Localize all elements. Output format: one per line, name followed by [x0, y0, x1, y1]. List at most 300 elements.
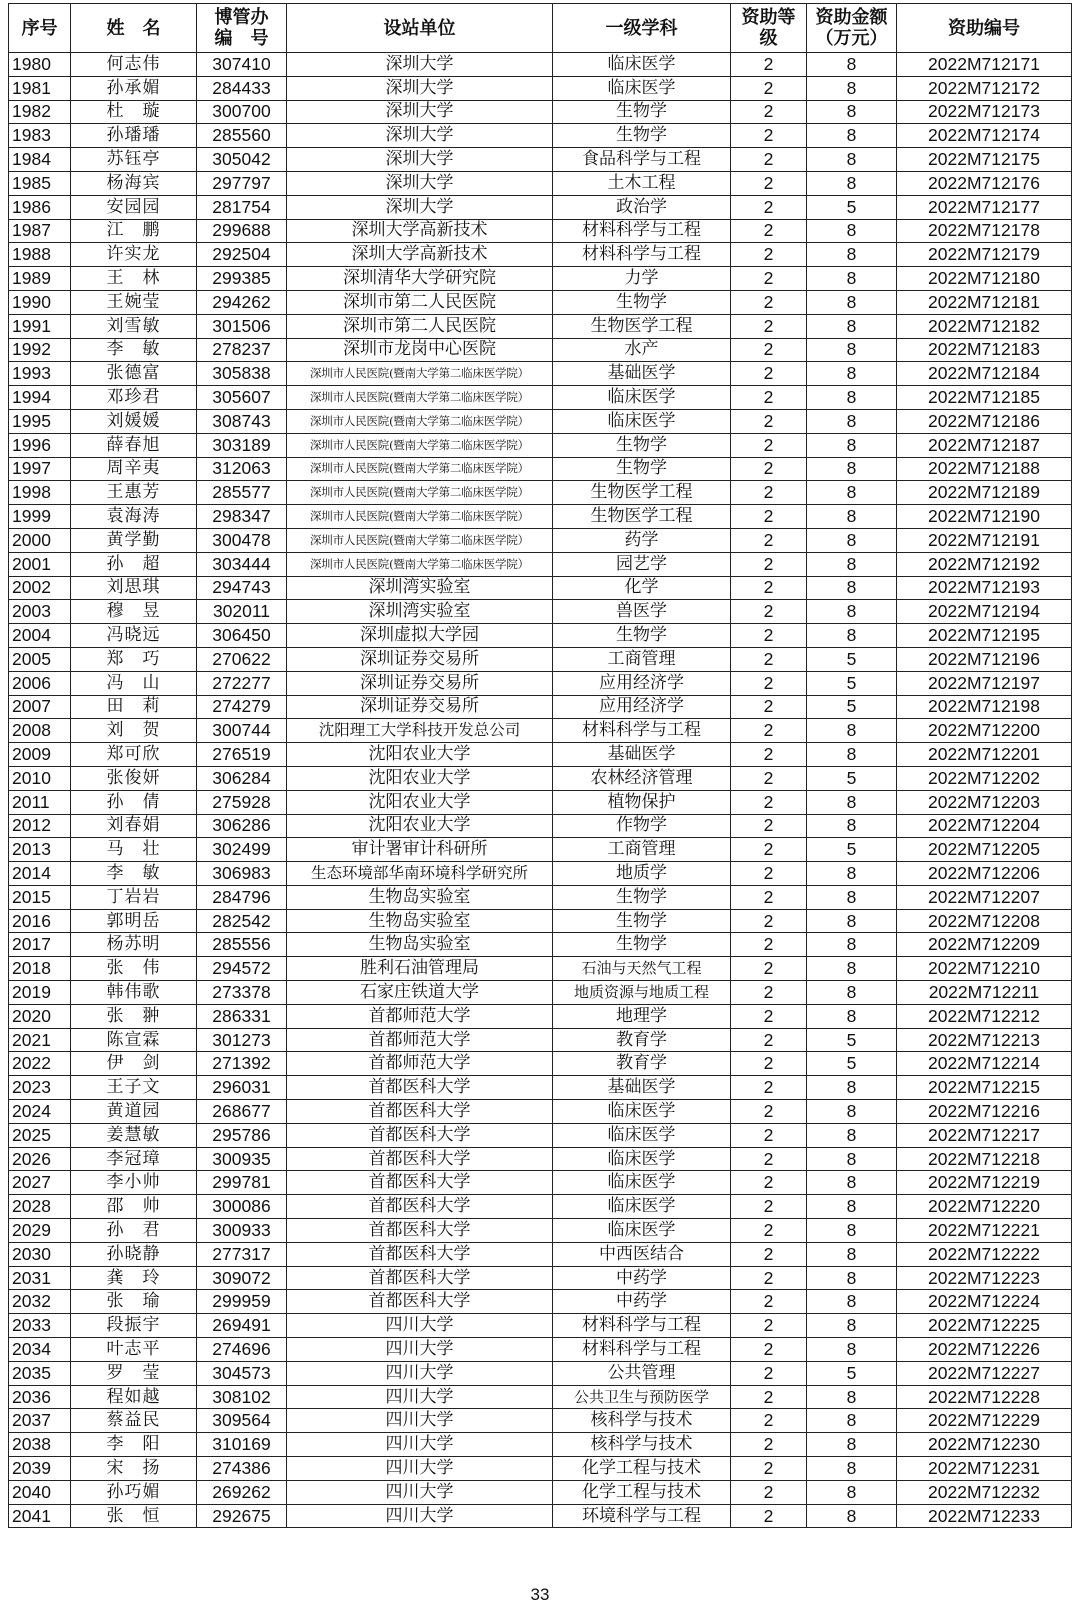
- cell-amount: 8: [807, 909, 897, 933]
- cell-code: 2022M712206: [897, 862, 1072, 886]
- table-row: [9, 1314, 1072, 1338]
- cell-name: 袁海涛: [71, 505, 197, 529]
- cell-amount: 5: [807, 195, 897, 219]
- cell-name: 孙 君: [71, 1219, 197, 1243]
- cell-subject: 石油与天然气工程: [553, 957, 731, 981]
- cell-amount: 5: [807, 1052, 897, 1076]
- cell-amount: 5: [807, 1028, 897, 1052]
- header-office-number: [197, 4, 287, 53]
- cell-subject: 基础医学: [553, 1076, 731, 1100]
- cell-code: 2022M712216: [897, 1100, 1072, 1124]
- cell-name: 罗 莹: [71, 1361, 197, 1385]
- cell-subject: 临床医学: [553, 1219, 731, 1243]
- cell-name: 黄道园: [71, 1100, 197, 1124]
- cell-level: 2: [731, 909, 807, 933]
- cell-subject: 力学: [553, 267, 731, 291]
- cell-seq: 1982: [9, 100, 71, 124]
- cell-level: 2: [731, 148, 807, 172]
- header-level: [731, 4, 807, 53]
- cell-level: 2: [731, 790, 807, 814]
- cell-unit: 深圳大学: [287, 124, 553, 148]
- cell-office-number: 284433: [197, 76, 287, 100]
- cell-seq: 2018: [9, 957, 71, 981]
- cell-amount: 8: [807, 624, 897, 648]
- cell-amount: 8: [807, 743, 897, 767]
- cell-subject: 工商管理: [553, 647, 731, 671]
- cell-seq: 1999: [9, 505, 71, 529]
- table-row: [9, 647, 1072, 671]
- cell-code: 2022M712205: [897, 838, 1072, 862]
- cell-code: 2022M712225: [897, 1314, 1072, 1338]
- cell-unit: 首都医科大学: [287, 1147, 553, 1171]
- cell-name: 孙巧媚: [71, 1480, 197, 1504]
- table-row: [9, 1385, 1072, 1409]
- cell-office-number: 298347: [197, 505, 287, 529]
- header-subject: 一级学科: [553, 4, 731, 53]
- cell-unit: 首都师范大学: [287, 1004, 553, 1028]
- cell-seq: 2041: [9, 1504, 71, 1528]
- cell-unit: 生物岛实验室: [287, 909, 553, 933]
- cell-name: 邵 帅: [71, 1195, 197, 1219]
- cell-subject: 临床医学: [553, 409, 731, 433]
- cell-name: 何志伟: [71, 53, 197, 77]
- cell-seq: 2006: [9, 671, 71, 695]
- cell-subject: 材料科学与工程: [553, 1314, 731, 1338]
- cell-seq: 1994: [9, 386, 71, 410]
- cell-seq: 2025: [9, 1123, 71, 1147]
- cell-office-number: 299959: [197, 1290, 287, 1314]
- cell-office-number: 269262: [197, 1480, 287, 1504]
- cell-name: 冯晓远: [71, 624, 197, 648]
- cell-name: 张 翀: [71, 1004, 197, 1028]
- cell-code: 2022M712180: [897, 267, 1072, 291]
- cell-level: 2: [731, 1100, 807, 1124]
- cell-amount: 8: [807, 1314, 897, 1338]
- cell-level: 2: [731, 219, 807, 243]
- cell-office-number: 302011: [197, 600, 287, 624]
- cell-seq: 2027: [9, 1171, 71, 1195]
- cell-seq: 2020: [9, 1004, 71, 1028]
- cell-unit: 胜利石油管理局: [287, 957, 553, 981]
- cell-unit: 深圳市人民医院(暨南大学第二临床医学院）: [287, 505, 553, 529]
- cell-level: 2: [731, 528, 807, 552]
- cell-subject: 兽医学: [553, 600, 731, 624]
- cell-seq: 2019: [9, 981, 71, 1005]
- cell-code: 2022M712192: [897, 552, 1072, 576]
- table-row: [9, 1052, 1072, 1076]
- cell-unit: 沈阳农业大学: [287, 743, 553, 767]
- cell-unit: 沈阳农业大学: [287, 790, 553, 814]
- cell-amount: 8: [807, 53, 897, 77]
- cell-code: 2022M712198: [897, 695, 1072, 719]
- cell-level: 2: [731, 362, 807, 386]
- cell-level: 2: [731, 1385, 807, 1409]
- cell-office-number: 306983: [197, 862, 287, 886]
- cell-office-number: 294262: [197, 290, 287, 314]
- cell-level: 2: [731, 76, 807, 100]
- cell-amount: 8: [807, 1219, 897, 1243]
- cell-unit: 沈阳农业大学: [287, 814, 553, 838]
- cell-unit: 深圳大学: [287, 100, 553, 124]
- cell-office-number: 309564: [197, 1409, 287, 1433]
- cell-code: 2022M712189: [897, 481, 1072, 505]
- cell-subject: 教育学: [553, 1028, 731, 1052]
- cell-code: 2022M712212: [897, 1004, 1072, 1028]
- cell-name: 王惠芳: [71, 481, 197, 505]
- cell-subject: 作物学: [553, 814, 731, 838]
- cell-amount: 8: [807, 290, 897, 314]
- cell-office-number: 308743: [197, 409, 287, 433]
- cell-name: 安园园: [71, 195, 197, 219]
- cell-amount: 5: [807, 671, 897, 695]
- cell-unit: 深圳虚拟大学园: [287, 624, 553, 648]
- table-row: [9, 981, 1072, 1005]
- table-row: [9, 671, 1072, 695]
- cell-unit: 首都医科大学: [287, 1195, 553, 1219]
- cell-amount: 8: [807, 148, 897, 172]
- cell-amount: 5: [807, 695, 897, 719]
- cell-subject: 生物学: [553, 885, 731, 909]
- cell-amount: 8: [807, 790, 897, 814]
- cell-office-number: 285556: [197, 933, 287, 957]
- cell-amount: 8: [807, 481, 897, 505]
- table-row: [9, 219, 1072, 243]
- cell-office-number: 309072: [197, 1266, 287, 1290]
- cell-seq: 2001: [9, 552, 71, 576]
- cell-name: 陈宣霖: [71, 1028, 197, 1052]
- cell-name: 穆 昱: [71, 600, 197, 624]
- cell-code: 2022M712182: [897, 314, 1072, 338]
- cell-level: 2: [731, 885, 807, 909]
- cell-amount: 8: [807, 528, 897, 552]
- cell-code: 2022M712179: [897, 243, 1072, 267]
- table-header: [9, 4, 1072, 53]
- header-row: [9, 4, 1072, 53]
- page-number: 33: [530, 1585, 550, 1604]
- cell-name: 杨海宾: [71, 171, 197, 195]
- cell-code: 2022M712217: [897, 1123, 1072, 1147]
- cell-amount: 8: [807, 1147, 897, 1171]
- cell-unit: 深圳湾实验室: [287, 600, 553, 624]
- cell-code: 2022M712177: [897, 195, 1072, 219]
- cell-office-number: 302499: [197, 838, 287, 862]
- header-amount-line1: 资助金额: [815, 7, 888, 28]
- cell-unit: 深圳大学高新技术: [287, 219, 553, 243]
- cell-office-number: 286331: [197, 1004, 287, 1028]
- table-row: [9, 838, 1072, 862]
- cell-name: 宋 扬: [71, 1457, 197, 1481]
- cell-seq: 2013: [9, 838, 71, 862]
- header-level-line2: 级: [759, 28, 778, 49]
- cell-unit: 深圳证券交易所: [287, 695, 553, 719]
- cell-code: 2022M712174: [897, 124, 1072, 148]
- cell-level: 2: [731, 457, 807, 481]
- cell-amount: 8: [807, 885, 897, 909]
- cell-seq: 2005: [9, 647, 71, 671]
- cell-seq: 2002: [9, 576, 71, 600]
- cell-name: 郑可欣: [71, 743, 197, 767]
- cell-office-number: 294743: [197, 576, 287, 600]
- cell-code: 2022M712224: [897, 1290, 1072, 1314]
- cell-code: 2022M712191: [897, 528, 1072, 552]
- cell-name: 苏钰亭: [71, 148, 197, 172]
- cell-subject: 基础医学: [553, 743, 731, 767]
- cell-code: 2022M712204: [897, 814, 1072, 838]
- cell-unit: 深圳湾实验室: [287, 576, 553, 600]
- cell-name: 马 壮: [71, 838, 197, 862]
- cell-name: 王婉莹: [71, 290, 197, 314]
- cell-unit: 四川大学: [287, 1385, 553, 1409]
- header-code: 资助编号: [897, 4, 1072, 53]
- table-row: [9, 576, 1072, 600]
- table-row: [9, 1504, 1072, 1528]
- cell-subject: 土木工程: [553, 171, 731, 195]
- cell-code: 2022M712211: [897, 981, 1072, 1005]
- cell-amount: 8: [807, 1433, 897, 1457]
- cell-name: 刘春娟: [71, 814, 197, 838]
- cell-amount: 8: [807, 124, 897, 148]
- cell-amount: 8: [807, 171, 897, 195]
- cell-name: 田 莉: [71, 695, 197, 719]
- cell-office-number: 299385: [197, 267, 287, 291]
- cell-seq: 1984: [9, 148, 71, 172]
- cell-name: 孙 超: [71, 552, 197, 576]
- cell-name: 丁岩岩: [71, 885, 197, 909]
- cell-unit: 深圳市人民医院(暨南大学第二临床医学院）: [287, 409, 553, 433]
- cell-level: 2: [731, 243, 807, 267]
- cell-name: 孙晓静: [71, 1242, 197, 1266]
- cell-level: 2: [731, 1266, 807, 1290]
- table-row: [9, 1409, 1072, 1433]
- cell-seq: 2026: [9, 1147, 71, 1171]
- cell-unit: 生物岛实验室: [287, 933, 553, 957]
- cell-seq: 2023: [9, 1076, 71, 1100]
- cell-amount: 8: [807, 314, 897, 338]
- cell-code: 2022M712226: [897, 1338, 1072, 1362]
- cell-seq: 2014: [9, 862, 71, 886]
- table-row: [9, 1290, 1072, 1314]
- cell-subject: 生物学: [553, 624, 731, 648]
- cell-code: 2022M712228: [897, 1385, 1072, 1409]
- cell-code: 2022M712175: [897, 148, 1072, 172]
- cell-seq: 1997: [9, 457, 71, 481]
- funding-table: [8, 3, 1072, 1528]
- table-row: [9, 695, 1072, 719]
- cell-seq: 2008: [9, 719, 71, 743]
- cell-subject: 生物医学工程: [553, 314, 731, 338]
- cell-code: 2022M712222: [897, 1242, 1072, 1266]
- table-row: [9, 1266, 1072, 1290]
- cell-code: 2022M712184: [897, 362, 1072, 386]
- cell-subject: 食品科学与工程: [553, 148, 731, 172]
- cell-amount: 8: [807, 1076, 897, 1100]
- cell-unit: 生物岛实验室: [287, 885, 553, 909]
- cell-subject: 化学工程与技术: [553, 1480, 731, 1504]
- cell-office-number: 305042: [197, 148, 287, 172]
- cell-office-number: 285560: [197, 124, 287, 148]
- cell-unit: 首都医科大学: [287, 1242, 553, 1266]
- cell-name: 韩伟歌: [71, 981, 197, 1005]
- cell-seq: 2022: [9, 1052, 71, 1076]
- cell-office-number: 300700: [197, 100, 287, 124]
- cell-code: 2022M712201: [897, 743, 1072, 767]
- cell-level: 2: [731, 1409, 807, 1433]
- cell-office-number: 271392: [197, 1052, 287, 1076]
- cell-name: 张 瑜: [71, 1290, 197, 1314]
- header-name: 姓 名: [71, 4, 197, 53]
- cell-code: 2022M712214: [897, 1052, 1072, 1076]
- cell-name: 段振宇: [71, 1314, 197, 1338]
- cell-name: 伊 剑: [71, 1052, 197, 1076]
- cell-code: 2022M712210: [897, 957, 1072, 981]
- cell-amount: 8: [807, 386, 897, 410]
- cell-level: 2: [731, 171, 807, 195]
- cell-amount: 5: [807, 766, 897, 790]
- cell-seq: 2035: [9, 1361, 71, 1385]
- table-row: [9, 1433, 1072, 1457]
- header-amount: [807, 4, 897, 53]
- table-row: [9, 1480, 1072, 1504]
- cell-office-number: 312063: [197, 457, 287, 481]
- cell-subject: 药学: [553, 528, 731, 552]
- cell-amount: 8: [807, 243, 897, 267]
- cell-level: 2: [731, 1219, 807, 1243]
- table-row: [9, 552, 1072, 576]
- cell-name: 姜慧敏: [71, 1123, 197, 1147]
- table-row: [9, 743, 1072, 767]
- header-level-line1: 资助等: [741, 7, 796, 28]
- cell-code: 2022M712213: [897, 1028, 1072, 1052]
- cell-code: 2022M712173: [897, 100, 1072, 124]
- cell-level: 2: [731, 1457, 807, 1481]
- cell-subject: 生物学: [553, 100, 731, 124]
- header-amount-line2: （万元）: [815, 28, 888, 49]
- table-row: [9, 290, 1072, 314]
- cell-code: 2022M712215: [897, 1076, 1072, 1100]
- cell-subject: 中药学: [553, 1266, 731, 1290]
- table-row: [9, 1028, 1072, 1052]
- table-row: [9, 148, 1072, 172]
- cell-subject: 公共管理: [553, 1361, 731, 1385]
- cell-unit: 深圳大学高新技术: [287, 243, 553, 267]
- cell-level: 2: [731, 1052, 807, 1076]
- cell-amount: 8: [807, 1195, 897, 1219]
- table-row: [9, 1004, 1072, 1028]
- cell-unit: 四川大学: [287, 1433, 553, 1457]
- cell-seq: 2030: [9, 1242, 71, 1266]
- cell-amount: 5: [807, 1361, 897, 1385]
- cell-name: 郑 巧: [71, 647, 197, 671]
- cell-code: 2022M712203: [897, 790, 1072, 814]
- cell-unit: 首都师范大学: [287, 1028, 553, 1052]
- cell-subject: 地理学: [553, 1004, 731, 1028]
- cell-office-number: 300744: [197, 719, 287, 743]
- cell-seq: 2000: [9, 528, 71, 552]
- cell-name: 叶志平: [71, 1338, 197, 1362]
- cell-level: 2: [731, 386, 807, 410]
- table-row: [9, 766, 1072, 790]
- cell-seq: 1988: [9, 243, 71, 267]
- cell-seq: 2040: [9, 1480, 71, 1504]
- cell-amount: 8: [807, 1480, 897, 1504]
- table-row: [9, 314, 1072, 338]
- cell-level: 2: [731, 100, 807, 124]
- cell-office-number: 300933: [197, 1219, 287, 1243]
- cell-code: 2022M712219: [897, 1171, 1072, 1195]
- cell-office-number: 278237: [197, 338, 287, 362]
- cell-name: 刘雪敏: [71, 314, 197, 338]
- cell-level: 2: [731, 719, 807, 743]
- cell-level: 2: [731, 624, 807, 648]
- cell-level: 2: [731, 314, 807, 338]
- cell-subject: 农林经济管理: [553, 766, 731, 790]
- cell-seq: 2036: [9, 1385, 71, 1409]
- cell-code: 2022M712202: [897, 766, 1072, 790]
- cell-subject: 生物学: [553, 457, 731, 481]
- cell-unit: 首都医科大学: [287, 1171, 553, 1195]
- cell-level: 2: [731, 838, 807, 862]
- cell-seq: 2004: [9, 624, 71, 648]
- table-row: [9, 171, 1072, 195]
- cell-amount: 8: [807, 219, 897, 243]
- cell-unit: 四川大学: [287, 1457, 553, 1481]
- cell-seq: 1985: [9, 171, 71, 195]
- cell-level: 2: [731, 481, 807, 505]
- cell-amount: 5: [807, 838, 897, 862]
- cell-subject: 核科学与技术: [553, 1433, 731, 1457]
- cell-level: 2: [731, 647, 807, 671]
- cell-code: 2022M712172: [897, 76, 1072, 100]
- cell-unit: 首都医科大学: [287, 1290, 553, 1314]
- cell-unit: 四川大学: [287, 1409, 553, 1433]
- cell-amount: 8: [807, 552, 897, 576]
- cell-name: 刘思琪: [71, 576, 197, 600]
- cell-code: 2022M712218: [897, 1147, 1072, 1171]
- cell-level: 2: [731, 1028, 807, 1052]
- cell-code: 2022M712181: [897, 290, 1072, 314]
- cell-amount: 8: [807, 1457, 897, 1481]
- cell-subject: 生物学: [553, 290, 731, 314]
- header-seq: 序号: [9, 4, 71, 53]
- cell-office-number: 276519: [197, 743, 287, 767]
- cell-office-number: 300935: [197, 1147, 287, 1171]
- cell-unit: 深圳市人民医院(暨南大学第二临床医学院）: [287, 386, 553, 410]
- table-row: [9, 862, 1072, 886]
- cell-office-number: 268677: [197, 1100, 287, 1124]
- cell-code: 2022M712190: [897, 505, 1072, 529]
- cell-level: 2: [731, 267, 807, 291]
- cell-amount: 8: [807, 1171, 897, 1195]
- cell-seq: 1995: [9, 409, 71, 433]
- cell-name: 冯 山: [71, 671, 197, 695]
- cell-level: 2: [731, 338, 807, 362]
- cell-name: 李 敏: [71, 862, 197, 886]
- cell-amount: 8: [807, 267, 897, 291]
- table-row: [9, 1457, 1072, 1481]
- cell-subject: 应用经济学: [553, 695, 731, 719]
- cell-seq: 1981: [9, 76, 71, 100]
- cell-amount: 8: [807, 1338, 897, 1362]
- cell-unit: 深圳大学: [287, 195, 553, 219]
- cell-code: 2022M712196: [897, 647, 1072, 671]
- cell-name: 刘 贺: [71, 719, 197, 743]
- cell-seq: 2016: [9, 909, 71, 933]
- cell-amount: 8: [807, 1385, 897, 1409]
- table-row: [9, 267, 1072, 291]
- cell-amount: 8: [807, 1123, 897, 1147]
- cell-name: 刘媛媛: [71, 409, 197, 433]
- cell-level: 2: [731, 862, 807, 886]
